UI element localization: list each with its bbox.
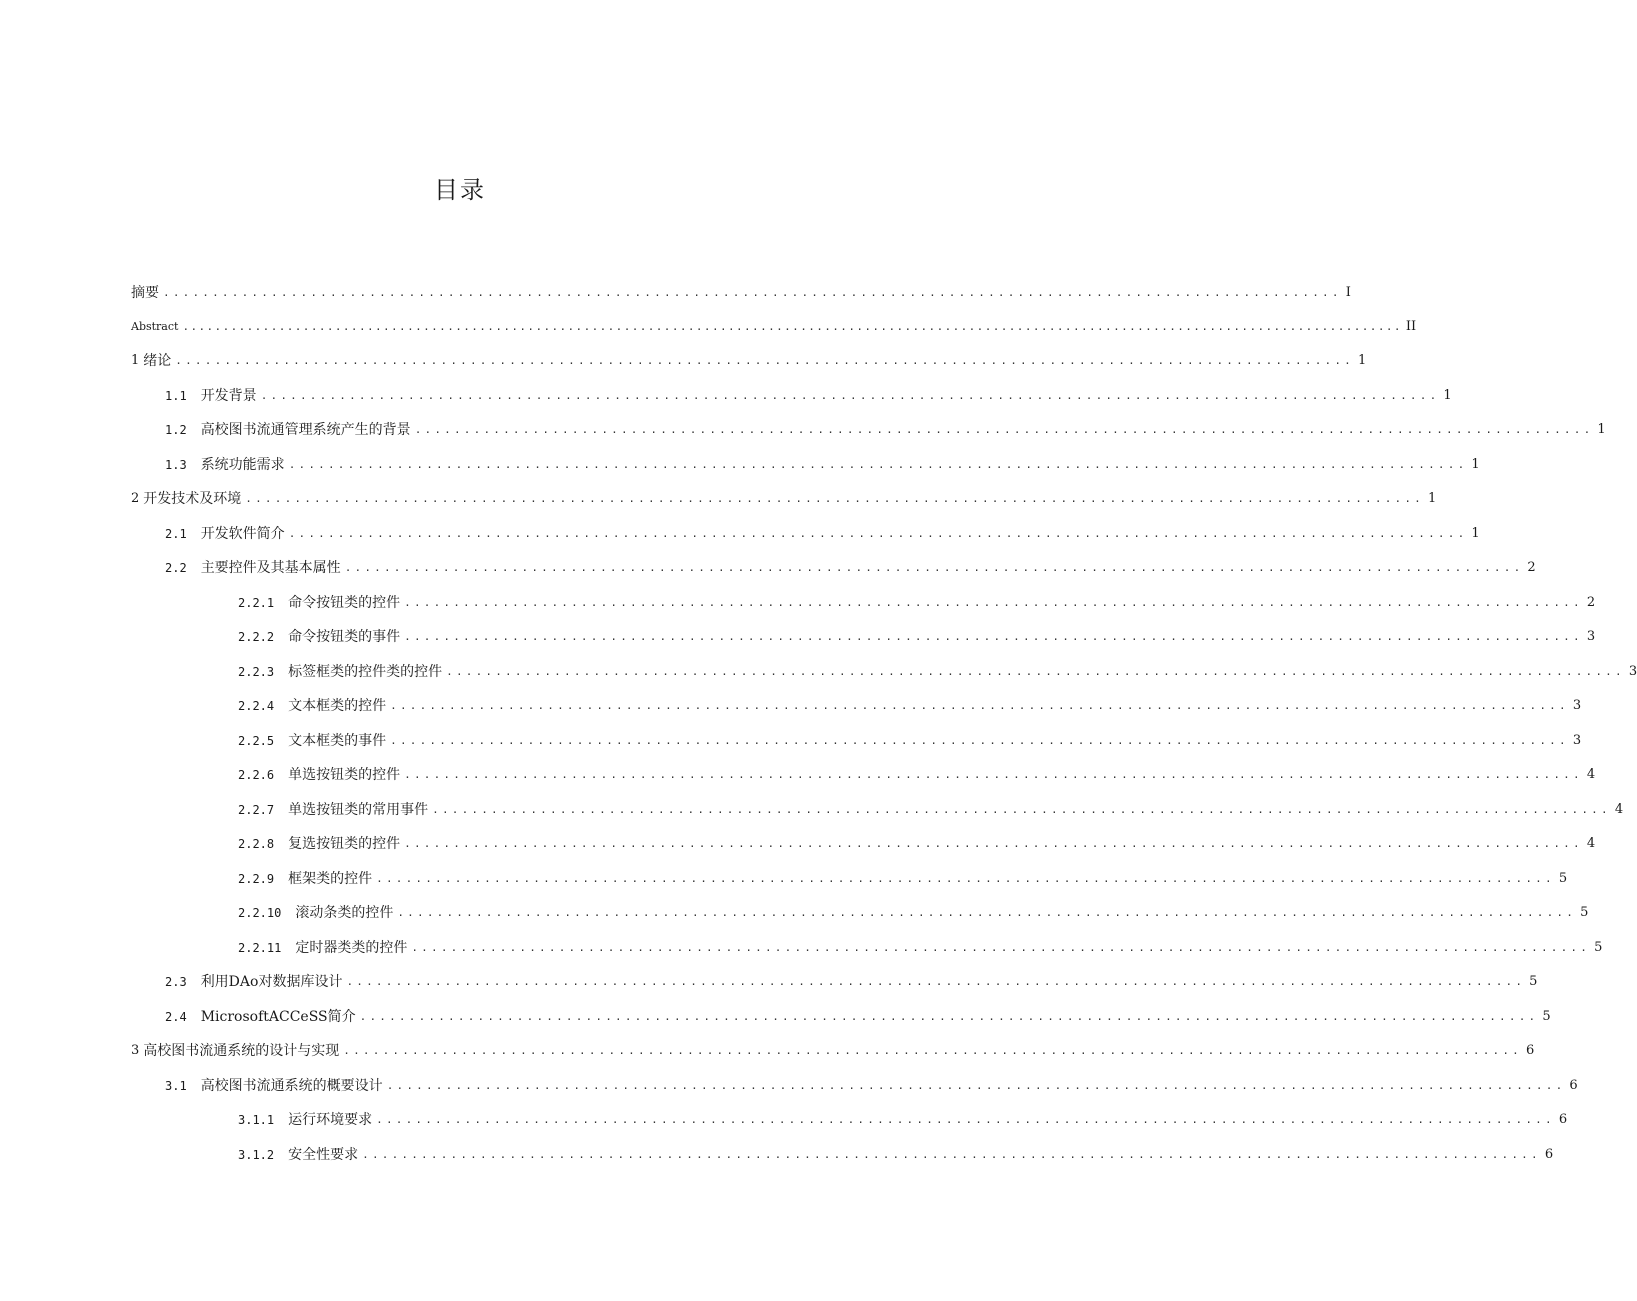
toc-entry[interactable]	[238, 1140, 1554, 1164]
dot-leader: ........................................................................................................................	[288, 458, 1468, 471]
toc-entry[interactable]	[238, 864, 1568, 888]
toc-entry[interactable]	[238, 898, 1589, 922]
toc-entry-text: 主要控件及其基本属性	[200, 560, 341, 576]
toc-page-number: 1	[1471, 457, 1480, 472]
toc-page-number: 2	[1586, 595, 1596, 610]
dot-leader: ........................................................................................................................	[344, 561, 1524, 574]
toc-entry-number: 3.1.1	[238, 1113, 275, 1127]
dot-leader: ........................................................................................................................	[343, 1044, 1522, 1057]
dot-leader: ........................................................................................................................	[288, 527, 1468, 540]
toc-entry[interactable]	[238, 622, 1596, 646]
toc-page-number: 4	[1586, 836, 1596, 851]
dot-leader: ........................................................................................................................	[386, 1079, 1566, 1092]
toc-entry-text: 单选按钮类的常用事件	[288, 802, 429, 818]
dot-leader: ........................................................................................................................	[414, 423, 1594, 436]
toc-page-number: 3	[1628, 664, 1637, 679]
toc-entry[interactable]	[238, 795, 1624, 819]
toc-page-number: 1	[1597, 422, 1606, 437]
toc-entry-text: 摘要	[131, 285, 159, 301]
toc-entry-number: 1.2	[165, 423, 187, 437]
toc-page-number: 5	[1594, 940, 1603, 955]
dot-leader: ........................................................................................................................	[163, 286, 1342, 299]
toc-entry-number: 2.2.10	[238, 906, 282, 920]
toc-page-number: 3	[1572, 698, 1582, 713]
toc-entry[interactable]	[238, 588, 1596, 612]
toc-page-number: 3	[1572, 733, 1582, 748]
toc-entry-number: 3.1.2	[238, 1148, 275, 1162]
dot-leader: ........................................................................................................................	[411, 941, 1591, 954]
page-title: 目录	[434, 176, 486, 204]
dot-leader: ........................................................................................................................	[362, 1148, 1541, 1161]
toc-entry-number: 2.2.11	[238, 941, 282, 955]
toc-entry-number: 2.2.6	[238, 768, 275, 782]
toc-entry-number: 1.3	[165, 458, 187, 472]
toc-entry[interactable]	[165, 1071, 1578, 1095]
dot-leader: ........................................................................................................................	[446, 665, 1625, 678]
toc-page-number: 6	[1569, 1078, 1578, 1093]
toc-entry-number: 2.2.4	[238, 699, 275, 713]
toc-entry-number: 2.2.1	[238, 596, 275, 610]
dot-leader: ........................................................................................................................	[404, 630, 1583, 643]
toc-entry-text: 安全性要求	[288, 1147, 359, 1163]
toc-entry-number: 2.2.9	[238, 872, 275, 886]
dot-leader: ........................................................................................................................	[390, 734, 1569, 747]
dot-leader: ........................................................................................................................	[245, 492, 1424, 505]
toc-entry-text: 利用DAo对数据库设计	[200, 974, 343, 990]
toc-entry-text: 命令按钮类的事件	[288, 629, 401, 645]
toc-entry[interactable]	[238, 933, 1603, 957]
toc-page-number: 6	[1558, 1112, 1568, 1127]
toc-entry[interactable]	[131, 312, 1417, 336]
toc-entry[interactable]	[238, 657, 1637, 681]
toc-entry-text: 系统功能需求	[200, 457, 285, 473]
toc-entry-number: 2.2.8	[238, 837, 275, 851]
toc-entry-number: 2.3	[165, 975, 187, 989]
toc-entry[interactable]	[238, 760, 1596, 784]
toc-entry-text: 文本框类的控件	[288, 698, 387, 714]
toc-entry-number: 2.2.3	[238, 665, 275, 679]
dot-leader: ........................................................................................................................	[390, 699, 1569, 712]
dot-leader: ........................................................................................................................	[404, 596, 1583, 609]
toc-entry-text: 高校图书流通系统的设计与实现	[143, 1043, 340, 1059]
toc-entry[interactable]	[165, 415, 1606, 439]
toc-entry-text: 命令按钮类的控件	[288, 595, 401, 611]
toc-entry-text: MicrosoftACCeSS简介	[200, 1009, 356, 1025]
dot-leader: ........................................................................................................................	[376, 872, 1555, 885]
toc-entry[interactable]	[238, 829, 1596, 853]
toc-entry-number: 3.1	[165, 1079, 187, 1093]
toc-page-number: 4	[1586, 767, 1596, 782]
toc-entry-number: 2.2.2	[238, 630, 275, 644]
toc-entry[interactable]	[131, 278, 1351, 302]
toc-entry[interactable]	[165, 450, 1480, 474]
dot-leader: ........................................................................................................................	[404, 837, 1583, 850]
toc-entry-text: 开发软件简介	[200, 526, 285, 542]
toc-page-number: II	[1405, 319, 1417, 334]
toc-entry-text: 框架类的控件	[288, 871, 373, 887]
toc-entry[interactable]	[131, 1036, 1535, 1060]
toc-entry[interactable]	[165, 553, 1536, 577]
toc-entry[interactable]	[165, 1002, 1551, 1026]
toc-entry-text: 运行环境要求	[288, 1112, 373, 1128]
toc-entry[interactable]	[165, 967, 1538, 991]
toc-entry-number: 2.1	[165, 527, 187, 541]
toc-page-number: 3	[1586, 629, 1596, 644]
toc-entry-number: 2	[131, 491, 140, 506]
toc-entry-text: 开发背景	[200, 388, 257, 404]
toc-entry-text: 复选按钮类的控件	[288, 836, 401, 852]
toc-page-number: 5	[1529, 974, 1538, 989]
dot-leader: ........................................................................................................................	[346, 975, 1526, 988]
toc-page-number: 1	[1358, 353, 1367, 368]
toc-page-number: 1	[1471, 526, 1480, 541]
toc-entry-number: 1	[131, 353, 140, 368]
toc-entry[interactable]	[165, 519, 1480, 543]
toc-page-number: 6	[1526, 1043, 1535, 1058]
toc-entry[interactable]	[238, 726, 1582, 750]
toc-entry-number: 2.2	[165, 561, 187, 575]
toc-entry[interactable]	[238, 1105, 1568, 1129]
toc-entry[interactable]	[131, 346, 1367, 370]
dot-leader: ........................................................................................................................	[260, 389, 1440, 402]
toc-entry-text: Abstract	[131, 320, 179, 333]
toc-entry-number: 2.2.5	[238, 734, 275, 748]
toc-entry-number: 3	[131, 1043, 140, 1058]
toc-page-number: 5	[1558, 871, 1568, 886]
toc-entry[interactable]	[131, 484, 1437, 508]
toc-page-number: 5	[1542, 1009, 1551, 1024]
dot-leader: ........................................................................................................................	[359, 1010, 1539, 1023]
toc-entry[interactable]	[238, 691, 1582, 715]
toc-entry-text: 高校图书流通管理系统产生的背景	[200, 422, 411, 438]
toc-entry-number: 2.2.7	[238, 803, 275, 817]
toc-entry-text: 定时器类类的控件	[295, 940, 408, 956]
toc-entry-text: 单选按钮类的控件	[288, 767, 401, 783]
dot-leader: ........................................................................................................................	[376, 1113, 1555, 1126]
toc-entry-number: 2.4	[165, 1010, 187, 1024]
toc-page-number: 2	[1527, 560, 1536, 575]
dot-leader: ........................................................................................................................	[404, 768, 1583, 781]
toc-page-number: 6	[1544, 1147, 1554, 1162]
toc-page-number: 1	[1428, 491, 1437, 506]
toc-entry-text: 开发技术及环境	[143, 491, 242, 507]
dot-leader: ........................................................................................................................................................	[182, 320, 1402, 333]
toc-entry-text: 绪论	[143, 353, 172, 369]
dot-leader: ........................................................................................................................	[432, 803, 1611, 816]
dot-leader: ........................................................................................................................	[175, 354, 1354, 367]
toc-entry-number: 1.1	[165, 389, 187, 403]
toc-page-number: 4	[1614, 802, 1624, 817]
toc-entry-text: 高校图书流通系统的概要设计	[200, 1078, 383, 1094]
toc-page-number: 5	[1580, 905, 1589, 920]
toc-entry-text: 文本框类的事件	[288, 733, 387, 749]
toc-entry[interactable]	[165, 381, 1452, 405]
dot-leader: ........................................................................................................................	[397, 906, 1577, 919]
toc-entry-text: 标签框类的控件类的控件	[288, 664, 443, 680]
toc-page-number: 1	[1443, 388, 1452, 403]
toc-entry-text: 滚动条类的控件	[295, 905, 394, 921]
toc-page-number: I	[1345, 285, 1351, 300]
